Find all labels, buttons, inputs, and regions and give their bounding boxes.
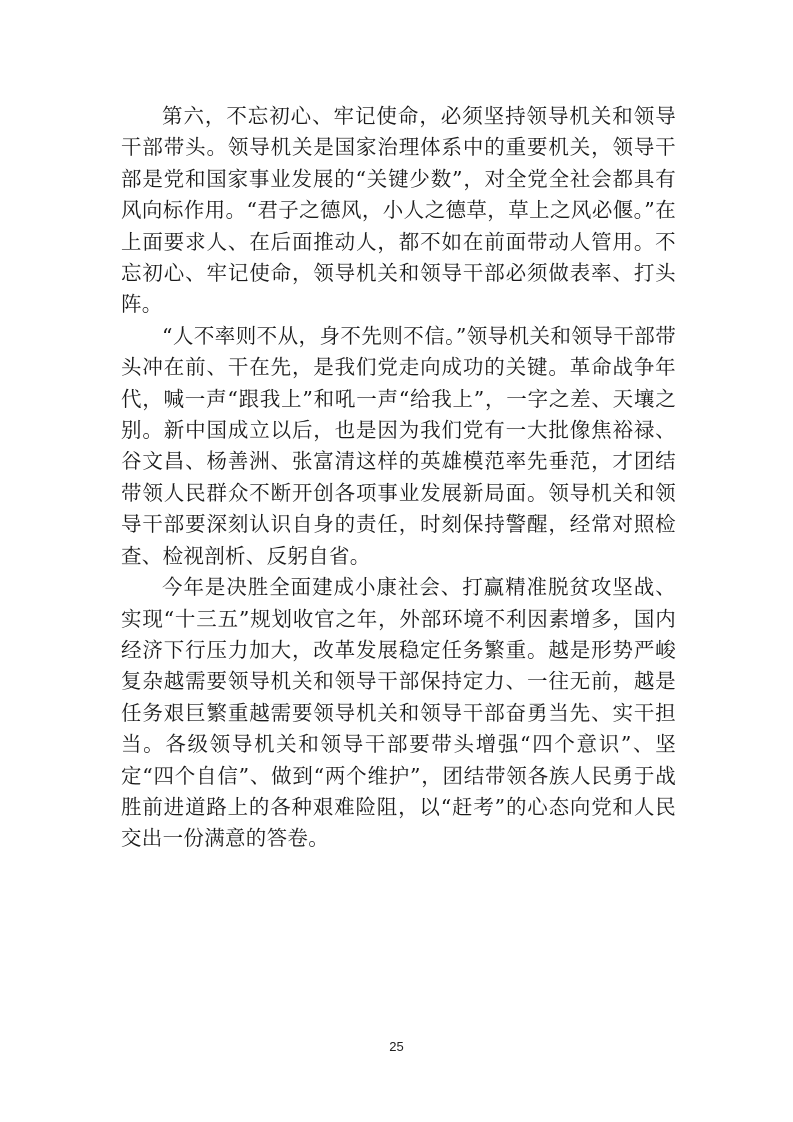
- body-text: [121, 101, 676, 855]
- paragraph-2: “人不率则不从，身不先则不信。”领导机关和领导干部带头冲在前、干在先，是我们党走向成功的关键。革命战争年代，喊一声“跟我上”和吼一声“给我上”，一字之差、天壤之别。新中国成立以后，也是因为我们党有一大批像焦裕禄、谷文昌、杨善洲、张富清这样的英雄模范率先垂范，才团结带领人民群众不断开创各项事业发展新局面。领导机关和领导干部要深刻认识自身的责任，时刻保持警醒，经常对照检查、检视剖析、反躬自省。: [121, 323, 676, 568]
- paragraph-3: 今年是决胜全面建成小康社会、打赢精准脱贫攻坚战、实现“十三五”规划收官之年，外部环境不利因素增多，国内经济下行压力加大，改革发展稳定任务繁重。越是形势严峻复杂越需要领导机关和领导干部保持定力、一往无前，越是任务艰巨繁重越需要领导机关和领导干部奋勇当先、实干担当。各级领导机关和领导干部要带头增强“四个意识”、坚定“四个自信”、做到“两个维护”，团结带领各族人民勇于战胜前进道路上的各种艰难险阻，以“赶考”的心态向党和人民交出一份满意的答卷。: [121, 575, 676, 851]
- paragraph-1: 第六，不忘初心、牢记使命，必须坚持领导机关和领导干部带头。领导机关是国家治理体系中的重要机关，领导干部是党和国家事业发展的“关键少数”，对全党全社会都具有风向标作用。“君子之德风，小人之德草，草上之风必偃。”在上面要求人、在后面推动人，都不如在前面带动人管用。不忘初心、牢记使命，领导机关和领导干部必须做表率、打头阵。: [121, 104, 676, 317]
- page-number: 25: [389, 1039, 404, 1054]
